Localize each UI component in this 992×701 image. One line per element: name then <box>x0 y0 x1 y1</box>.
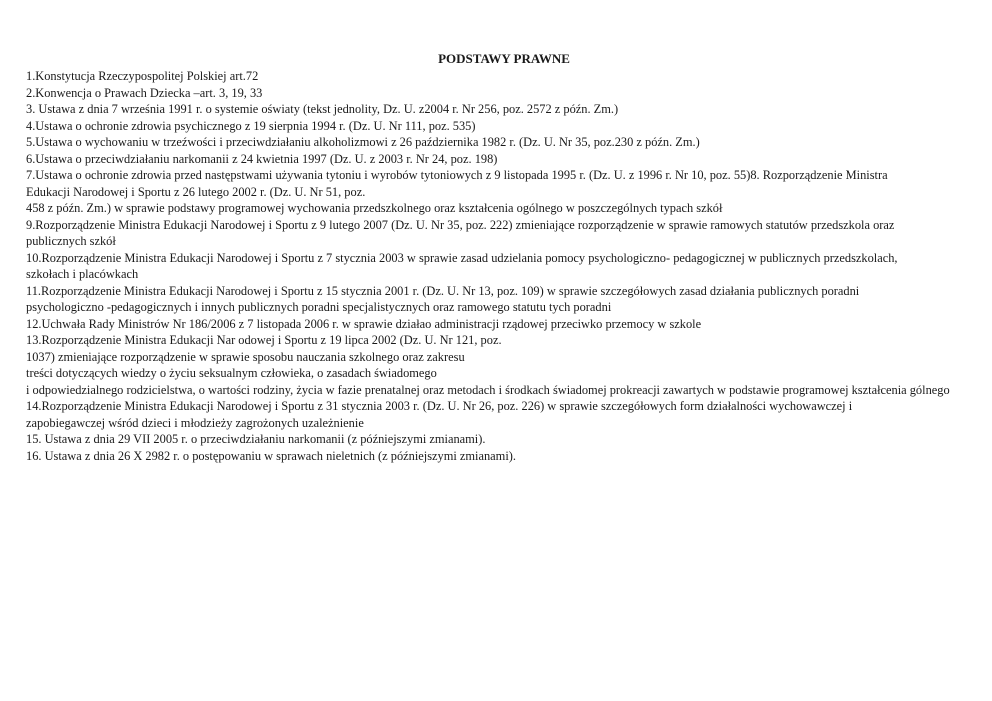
document-page <box>26 50 976 464</box>
legal-basis-line-13: 13.Rozporządzenie Ministra Edukacji Nar odowej i Sportu z 19 lipca 2002 (Dz. U. Nr 121, poz. <box>26 333 502 347</box>
legal-basis-line-4: 4.Ustawa o ochronie zdrowia psychicznego z 19 sierpnia 1994 r. (Dz. U. Nr 111, poz. 535) <box>26 118 476 133</box>
legal-basis-line-14: 1037) zmieniające rozporządzenie w sprawie sposobu nauczania szkolnego oraz zakresu <box>26 349 465 364</box>
legal-basis-line-1: 1.Konstytucja Rzeczypospolitej Polskiej art.72 <box>26 69 259 83</box>
document-title: PODSTAWY PRAWNE <box>438 51 570 66</box>
legal-basis-line-2: 2.Konwencja o Prawach Dziecka –art. 3, 19, 33 <box>26 85 263 100</box>
legal-basis-line-16: i odpowiedzialnego rodzicielstwa, o wartości rodziny, życia w fazie prenatalnej oraz metodach i środkach świadomej prokreacji zawartych w podstawie programowej kształcenia gólnego <box>26 382 950 397</box>
legal-basis-line-9: 9.Rozporządzenie Ministra Edukacji Narodowej i Sportu z 9 lutego 2007 (Dz. U. Nr 35, poz. 222) zmieniające rozporządzenie w sprawie ramowych statutów przedszkola oraz publicznych szkół <box>26 217 895 248</box>
legal-basis-line-10: 10.Rozporządzenie Ministra Edukacji Narodowej i Sportu z 7 stycznia 2003 w sprawie zasad udzielania pomocy psychologiczno- pedagogicznej w publicznych przedszkolach, szkołach i placówkach <box>26 250 898 281</box>
legal-basis-line-19: 16. Ustawa z dnia 26 X 2982 r. o postępowaniu w sprawach nieletnich (z późniejszymi zmianami). <box>26 448 516 463</box>
legal-basis-line-3: 3. Ustawa z dnia 7 września 1991 r. o systemie oświaty (tekst jednolity, Dz. U. z2004 r. Nr 256, poz. 2572 z późn. Zm.) <box>26 102 619 116</box>
legal-basis-line-17: 14.Rozporządzenie Ministra Edukacji Narodowej i Sportu z 31 stycznia 2003 r. (Dz. U. Nr 26, poz. 226) w sprawie szczegółowych form działalności wychowawczej i zapobiegawczej wśród dzieci i młodzieży zagrożonych uzależnienie <box>26 399 853 430</box>
legal-basis-line-18: 15. Ustawa z dnia 29 VII 2005 r. o przeciwdziałaniu narkomanii (z późniejszymi zmianami). <box>26 432 486 446</box>
legal-basis-line-5: 5.Ustawa o wychowaniu w trzeźwości i przeciwdziałaniu alkoholizmowi z 26 października 1982 r. (Dz. U. Nr 35, poz.230 z późn. Zm.) <box>26 135 700 149</box>
legal-basis-line-6: 6.Ustawa o przeciwdziałaniu narkomanii z 24 kwietnia 1997 (Dz. U. z 2003 r. Nr 24, poz. 198) <box>26 151 498 166</box>
legal-basis-line-7: 7.Ustawa o ochronie zdrowia przed następstwami używania tytoniu i wyrobów tytoniowych z 9 listopada 1995 r. (Dz. U. z 1996 r. Nr 10, poz. 55)8. Rozporządzenie Ministra Edukacji Narodowej i Sportu z 26 lutego 2002 r. (Dz. U. Nr 51, poz. <box>26 168 888 199</box>
legal-basis-line-8: 458 z późn. Zm.) w sprawie podstawy programowej wychowania przedszkolnego oraz kształcenia ogólnego w poszczególnych typach szkół <box>26 201 723 215</box>
legal-basis-line-15: treści dotyczących wiedzy o życiu seksualnym człowieka, o zasadach świadomego <box>26 366 437 380</box>
legal-basis-line-11: 11.Rozporządzenie Ministra Edukacji Narodowej i Sportu z 15 stycznia 2001 r. (Dz. U. Nr 13, poz. 109) w sprawie szczegółowych zasad działania publicznych poradni psychologiczno -pedagogicznych i innych publicznych poradni specjalistycznych oraz ramowego statutu tych poradni <box>26 283 860 314</box>
legal-basis-line-12: 12.Uchwała Rady Ministrów Nr 186/2006 z 7 listopada 2006 r. w sprawie działao administracji rządowej przeciwko przemocy w szkole <box>26 316 702 331</box>
